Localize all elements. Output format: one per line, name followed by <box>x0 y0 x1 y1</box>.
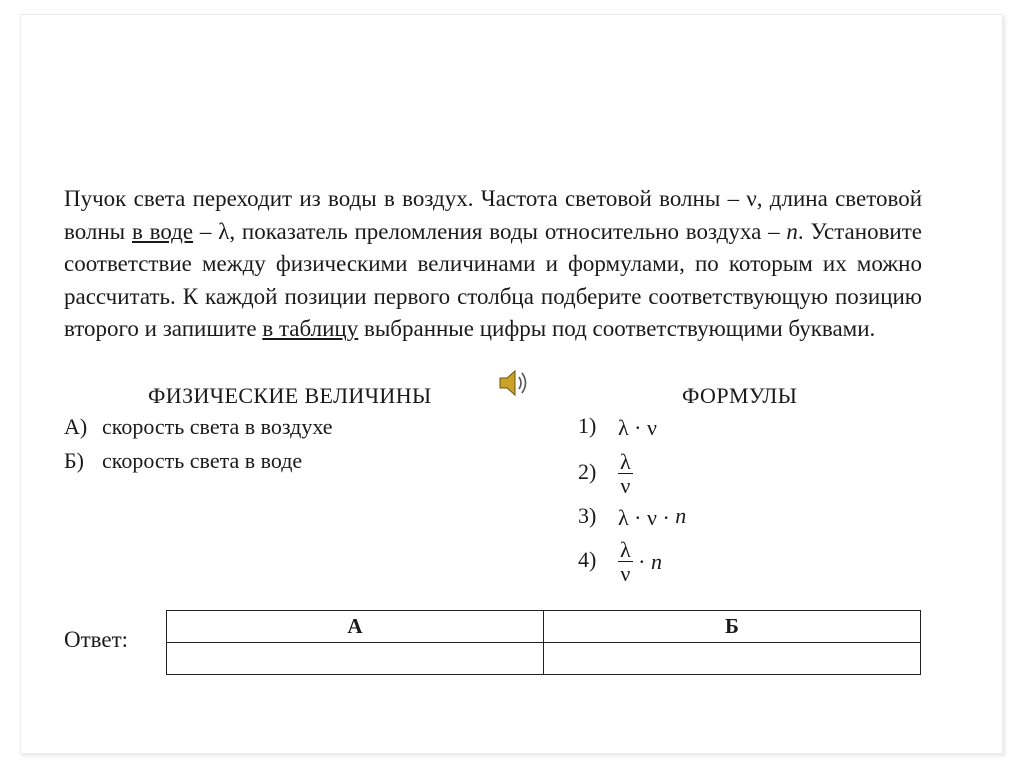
formula-4-numerator: λ <box>620 537 631 562</box>
formulas-heading: ФОРМУЛЫ <box>682 383 798 408</box>
formula-4-n: n <box>651 549 662 574</box>
n-symbol: n <box>786 218 798 244</box>
quantity-a-label: А) <box>64 414 88 439</box>
formula-3-expression: λ · ν · <box>618 504 676 530</box>
formula-3-n: n <box>675 503 687 528</box>
formula-3-number: 3) <box>578 503 597 528</box>
answer-label: Ответ: <box>64 627 129 652</box>
speaker-icon[interactable] <box>496 366 532 400</box>
formula-4-fraction <box>618 537 633 586</box>
task-underline-in-table: в таблицу <box>262 316 359 341</box>
task-text-part3: . Установите соответствие между физическими величинами и формулами, по которым их можно рассчитать. К каждой позиции первого столбца подберите соответствующую позицию второго и запишите <box>64 218 922 341</box>
formula-1-number: 1) <box>578 413 597 438</box>
formula-2-denominator: ν <box>620 473 631 498</box>
task-text <box>64 183 922 346</box>
quantity-b <box>64 448 302 474</box>
quantity-a-text: скорость света в воздухе <box>102 414 333 439</box>
formula-2-fraction <box>618 449 633 498</box>
task-text-part4: выбранные цифры под соответствующими буквами. <box>358 316 876 341</box>
quantity-b-text: скорость света в воде <box>102 448 303 473</box>
quantity-b-label: Б) <box>64 448 84 473</box>
formula-2-numerator: λ <box>620 449 631 474</box>
answer-header-row <box>167 611 921 643</box>
formula-4-denominator: ν <box>620 561 631 586</box>
answer-cell-a[interactable] <box>167 643 544 675</box>
task-text-part2: – λ, показатель преломления воды относительно воздуха – <box>193 218 787 244</box>
formula-2 <box>578 449 633 498</box>
formula-1 <box>578 413 657 441</box>
answer-header-b: Б <box>544 611 921 643</box>
formula-1-expression: λ · ν <box>618 414 657 440</box>
formula-4-number: 4) <box>578 547 597 573</box>
physical-quantities-heading: ФИЗИЧЕСКИЕ ВЕЛИЧИНЫ <box>148 383 432 408</box>
task-text-part1: Пучок света переходит из воды в воздух. Частота световой волны – ν, длина световой волны <box>64 186 922 244</box>
answer-table <box>166 610 921 675</box>
formula-4-dot: · <box>632 549 651 574</box>
task-underline-in-water: в воде <box>131 218 194 244</box>
answer-header-a: А <box>167 611 544 643</box>
answer-input-row <box>167 643 921 675</box>
quantity-a <box>64 414 333 440</box>
formula-4 <box>578 537 662 586</box>
answer-cell-b[interactable] <box>544 643 921 675</box>
formula-2-number: 2) <box>578 459 597 485</box>
formula-3 <box>578 503 686 531</box>
